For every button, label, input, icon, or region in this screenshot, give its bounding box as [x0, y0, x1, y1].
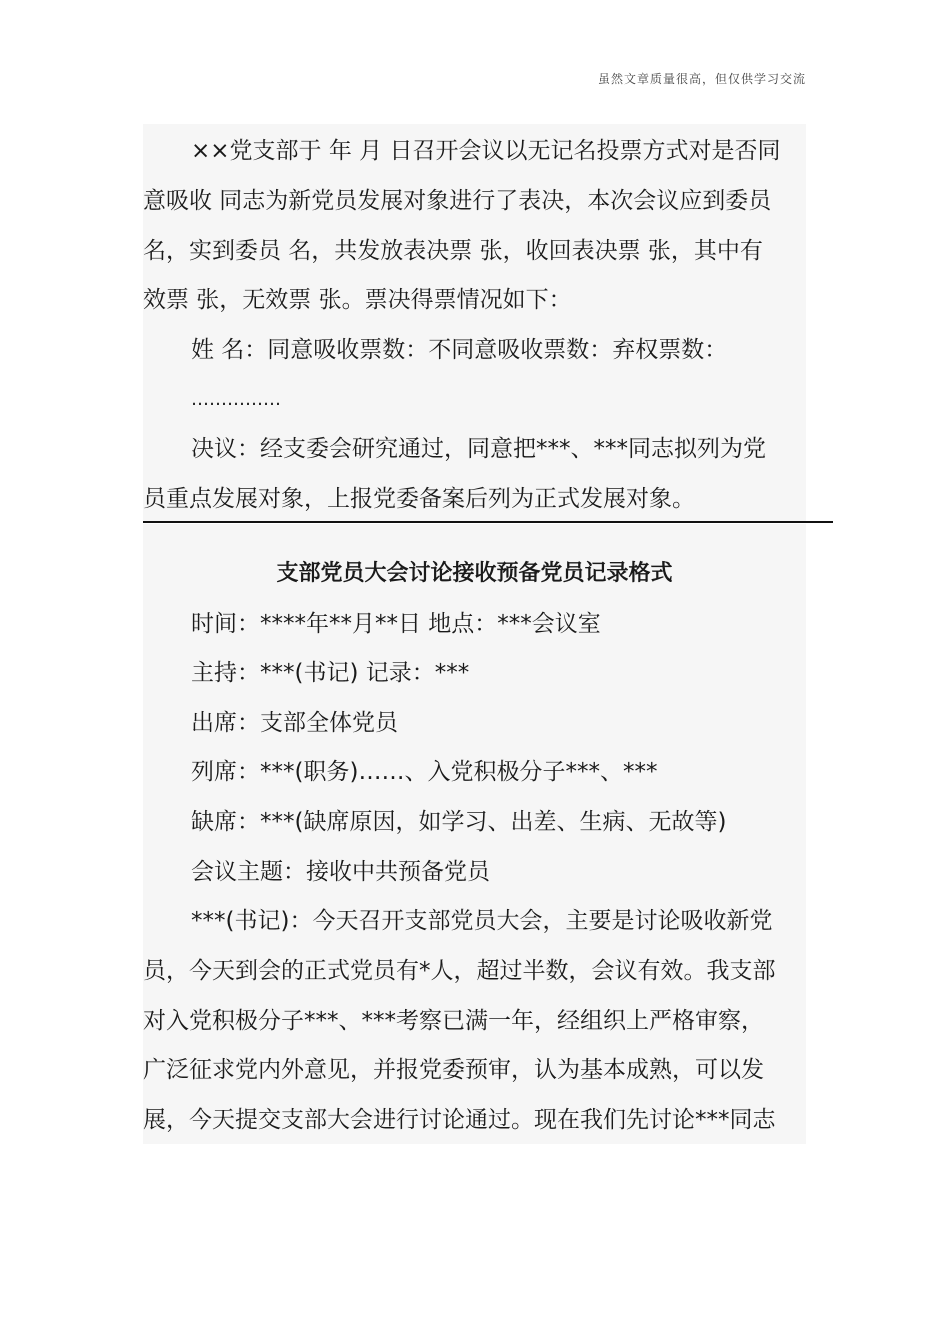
paragraph-line: 展，今天提交支部大会进行讨论通过。现在我们先讨论***同志	[143, 1107, 776, 1133]
meeting-host-recorder: 主持：***(书记) 记录：***	[191, 660, 470, 686]
ellipsis-line: ……………	[191, 389, 281, 410]
paragraph-line: 效票 张，无效票 张。票决得票情况如下：	[143, 287, 572, 313]
paragraph-line: 员，今天到会的正式党员有*人，超过半数，会议有效。我支部	[143, 958, 776, 984]
paragraph-line: ***(书记)：今天召开支部党员大会，主要是讨论吸收新党	[191, 908, 773, 934]
meeting-attendees: 出席：支部全体党员	[191, 710, 398, 736]
header-note: 虽然文章质量很高，但仅供学习交流	[597, 72, 806, 86]
meeting-observers: 列席：***(职务)……、入党积极分子***、***	[191, 759, 658, 785]
meeting-record-section	[143, 524, 806, 1144]
section-divider	[143, 521, 833, 523]
section-title: 支部党员大会讨论接收预备党员记录格式	[276, 561, 673, 586]
resolution-section	[143, 124, 806, 522]
vote-table-header: 姓 名：同意吸收票数：不同意吸收票数：弃权票数：	[191, 337, 728, 363]
paragraph-line: 广泛征求党内外意见，并报党委预审，认为基本成熟，可以发	[143, 1057, 764, 1083]
meeting-topic: 会议主题：接收中共预备党员	[191, 859, 490, 885]
paragraph-line: ××党支部于 年 月 日召开会议以无记名投票方式对是否同	[191, 138, 781, 164]
paragraph-line: 对入党积极分子***、***考察已满一年，经组织上严格审察，	[143, 1008, 764, 1034]
resolution-line: 员重点发展对象，上报党委备案后列为正式发展对象。	[143, 486, 695, 512]
paragraph-line: 名，实到委员 名，共发放表决票 张，收回表决票 张，其中有	[143, 238, 763, 264]
resolution-line: 决议：经支委会研究通过，同意把***、***同志拟列为党	[191, 436, 766, 462]
meeting-time-place: 时间：****年**月**日 地点：***会议室	[191, 611, 601, 637]
paragraph-line: 意吸收 同志为新党员发展对象进行了表决，本次会议应到委员	[143, 188, 772, 214]
meeting-absentees: 缺席：***(缺席原因，如学习、出差、生病、无故等)	[191, 809, 727, 835]
